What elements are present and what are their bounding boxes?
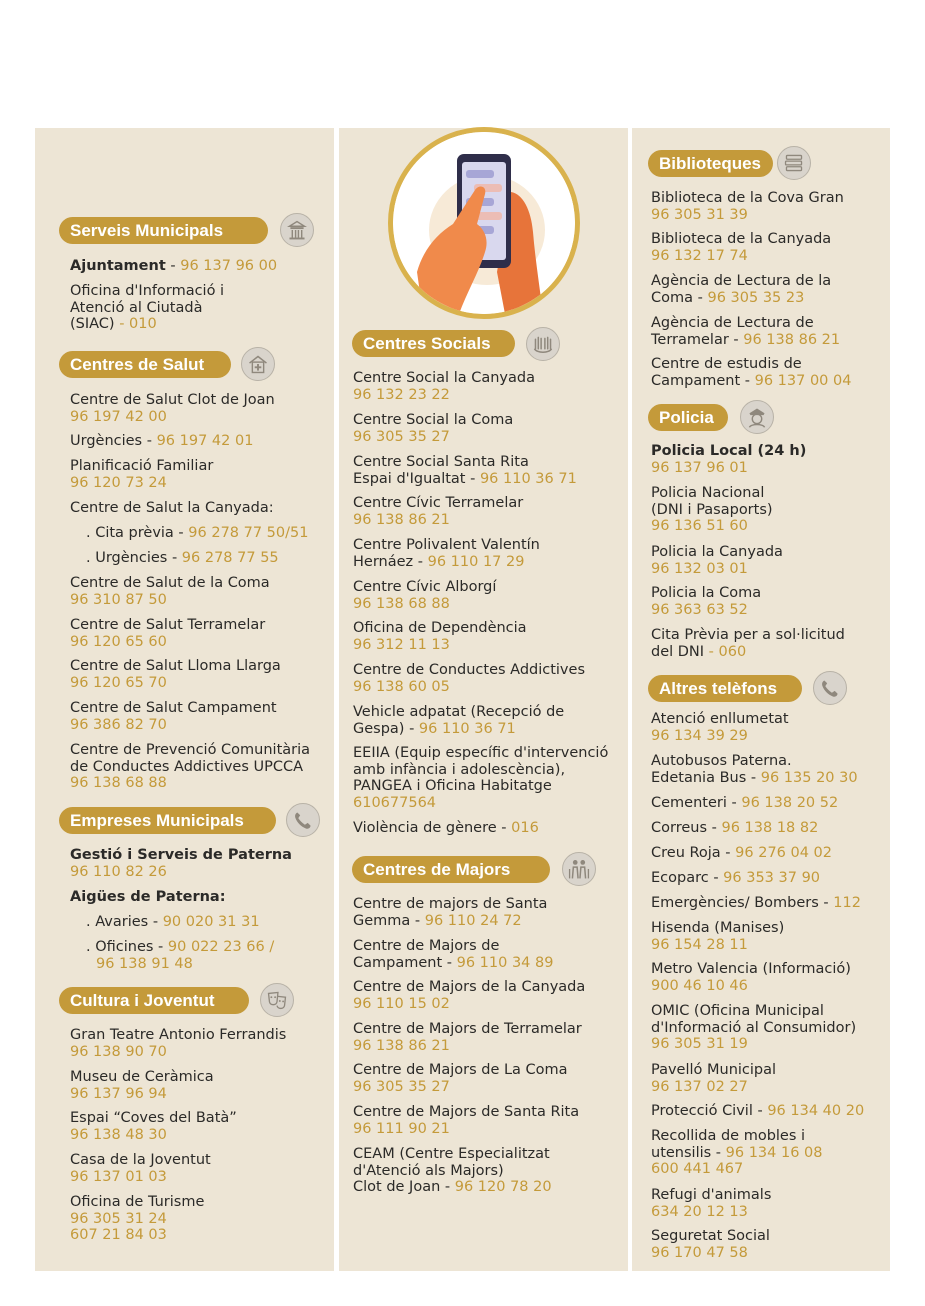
entry-name: . Avaries	[86, 914, 149, 930]
entry-eeiia	[353, 745, 608, 811]
entry-name: Biblioteca de la Canyada	[651, 231, 832, 247]
entry-lectura-coma	[651, 273, 831, 306]
entry-seguretat	[651, 1228, 770, 1261]
entry-name: Pavelló Municipal	[651, 1062, 777, 1078]
entry-social-coma	[353, 412, 513, 445]
theater-masks-icon	[260, 983, 294, 1017]
entry-name: Biblioteca de la Cova Gran	[651, 190, 844, 206]
separator: -	[704, 643, 719, 660]
entry-name: Centre Cívic Terramelar	[353, 495, 524, 511]
separator: -	[726, 795, 742, 811]
entry-name: Agència de Lectura de la	[651, 273, 832, 289]
phone-number: 96 135 20 30	[760, 769, 858, 786]
entry-name: Edetania Bus	[651, 769, 747, 786]
entry-civic-terramelar	[353, 495, 523, 528]
entry-cementeri	[651, 795, 838, 812]
phone-number: 96 110 15 02	[353, 995, 450, 1012]
phone-number: 96 136 51 60	[651, 518, 748, 534]
phone-handset-icon	[813, 671, 847, 705]
phone-number: 96 170 47 58	[651, 1244, 748, 1261]
phone-icon	[286, 803, 320, 837]
entry-name: . Oficines	[86, 939, 154, 955]
separator: -	[440, 1179, 455, 1195]
separator: -	[165, 258, 181, 274]
heading-centres-majors: Centres de Majors	[352, 856, 550, 883]
entry-name: Creu Roja	[651, 845, 721, 861]
hands-icon	[526, 327, 560, 361]
entry-name: Autobusos Paterna.	[651, 753, 792, 769]
phone-number: 96 137 96 00	[180, 258, 278, 274]
entry-name: Oficina de Turisme	[70, 1194, 205, 1210]
entry-majors-gemma	[353, 896, 547, 929]
entry-name: Centre de Salut Terramelar	[70, 617, 266, 633]
phone-number: 96 363 63 52	[651, 601, 748, 618]
phone-number: 96 111 90 21	[353, 1120, 450, 1137]
entry-name: Gestió i Serveis de Paterna	[70, 847, 292, 863]
entry-name: de Conductes Addictives UPCCA	[70, 758, 304, 775]
entry-turisme	[70, 1194, 204, 1244]
entry-name: Emergències/ Bombers	[651, 895, 819, 911]
phone-number: 96 134 16 08	[725, 1144, 823, 1161]
entry-name: Centre de majors de Santa	[353, 896, 548, 912]
entry-name: Planificació Familiar	[70, 458, 214, 474]
entry-name: Correus	[651, 820, 708, 836]
phone-number: 96 154 28 11	[651, 936, 748, 953]
entry-name: Policia la Canyada	[651, 544, 783, 560]
entry-name: Policia Nacional	[651, 485, 765, 501]
phone-number: 900 46 10 46	[651, 977, 748, 994]
health-center-icon	[241, 347, 275, 381]
heading-centres-socials: Centres Socials	[352, 330, 515, 357]
entry-upcca	[70, 742, 310, 792]
phone-number: 96 197 42 00	[70, 408, 167, 425]
entry-name: PANGEA i Oficina Habitatge	[353, 778, 552, 794]
entry-siac	[70, 283, 224, 333]
entry-name: Aigües de Paterna:	[70, 889, 226, 905]
entry-cita-dni	[651, 627, 845, 660]
separator: -	[708, 870, 724, 886]
phone-number: 96 138 68 88	[353, 595, 450, 612]
entry-name: Vehicle adpatat (Recepció de	[353, 704, 565, 720]
entry-correus	[651, 820, 818, 837]
entry-name: utensilis	[651, 1144, 712, 1161]
entry-espai	[70, 1110, 237, 1143]
phone-number: 96 138 60 05	[353, 678, 450, 695]
entry-avaries	[86, 914, 260, 931]
phone-number: 96 305 31 19	[651, 1036, 748, 1052]
entry-name: Centre de Majors de	[353, 938, 500, 954]
entry-name: Centre Social Santa Rita	[353, 454, 529, 470]
entry-museu	[70, 1069, 214, 1102]
phone-number: 96 137 01 03	[70, 1168, 167, 1185]
separator: -	[167, 550, 182, 566]
entry-name: Refugi d'animals	[651, 1187, 772, 1203]
heading-centres-salut: Centres de Salut	[59, 351, 231, 378]
heading-altres-telefons: Altres telèfons	[648, 675, 802, 702]
entry-lectura-terramelar	[651, 315, 840, 348]
entry-name: Centre Social la Canyada	[353, 370, 535, 386]
entry-name: Centre de Salut Campament	[70, 700, 277, 716]
entry-name: Centre de Salut Clot de Joan	[70, 392, 275, 408]
entry-name: (SIAC)	[70, 316, 115, 332]
phone-number: 96 134 39 29	[651, 727, 748, 744]
entry-omic	[651, 1003, 856, 1053]
entry-name: Cita Prèvia per a sol·licitud	[651, 627, 845, 643]
phone-number: 600 441 467	[651, 1161, 744, 1177]
phone-number: 96 110 36 71	[418, 720, 516, 737]
separator: -	[153, 939, 168, 955]
entry-name: Atenció enllumetat	[651, 711, 789, 727]
separator: -	[142, 433, 157, 449]
entry-joventut	[70, 1152, 211, 1185]
phone-number: 96 138 20 52	[741, 795, 839, 811]
police-officer-icon	[740, 400, 774, 434]
entry-name: Espai d'Igualtat	[353, 470, 466, 487]
entry-name: Gran Teatre Antonio Ferrandis	[70, 1027, 287, 1043]
separator: -	[413, 553, 428, 570]
separator: -	[752, 1103, 768, 1119]
entry-biblio-covagran	[651, 190, 844, 223]
entry-name: Oficina de Dependència	[353, 620, 527, 636]
entry-pavello	[651, 1062, 776, 1095]
entry-biblio-canyada	[651, 231, 831, 264]
building-icon	[280, 213, 314, 247]
entry-teatre	[70, 1027, 286, 1060]
heading-cultura-joventut: Cultura i Joventut	[59, 987, 249, 1014]
entry-conductes-addictives	[353, 662, 585, 695]
separator: -	[693, 289, 708, 306]
entry-majors-coma	[353, 1062, 568, 1095]
heading-biblioteques: Biblioteques	[648, 150, 773, 177]
separator: -	[114, 316, 130, 332]
entry-name: Centre de Salut Lloma Llarga	[70, 658, 281, 674]
entry-name: Casa de la Joventut	[70, 1152, 211, 1168]
entry-name: Metro Valencia (Informació)	[651, 961, 851, 977]
entry-proteccio	[651, 1103, 864, 1120]
separator: -	[496, 820, 512, 836]
phone-number: 96 138 86 21	[743, 331, 841, 348]
entry-name: Cementeri	[651, 795, 727, 811]
phone-number: 96 120 65 70	[70, 674, 167, 691]
entry-name: Terramelar	[651, 331, 729, 348]
entry-ceam	[353, 1146, 552, 1196]
phone-number: 010	[129, 316, 157, 332]
entry-name: del DNI	[651, 643, 705, 660]
entry-gestio	[70, 847, 292, 880]
separator: -	[720, 845, 736, 861]
phone-number: 96 138 48 30	[70, 1126, 167, 1143]
entry-name: . Cita prèvia	[86, 525, 174, 541]
phone-number: 610677564	[353, 794, 437, 811]
separator: -	[442, 954, 457, 971]
entry-majors-terramelar	[353, 1021, 582, 1054]
heading-policia: Policia	[648, 404, 728, 431]
phone-number: 96 276 04 02	[735, 845, 833, 861]
phone-number: 96 120 78 20	[454, 1179, 552, 1195]
entry-majors-santarita	[353, 1104, 579, 1137]
entry-cita-previa	[86, 525, 308, 542]
phone-number: 96 278 77 55	[181, 550, 279, 566]
entry-name: Espai “Coves del Batà”	[70, 1110, 237, 1126]
separator: -	[173, 525, 189, 541]
phone-number: 96 305 31 24	[70, 1210, 167, 1227]
entry-name: Centre de Salut la Canyada:	[70, 500, 274, 516]
phone-number: 96 305 35 27	[353, 1078, 450, 1095]
phone-number: 607 21 84 03	[70, 1227, 167, 1243]
phone-number: 96 137 00 04	[754, 372, 852, 389]
entry-name: (DNI i Pasaports)	[651, 501, 773, 518]
entry-mobles	[651, 1128, 823, 1178]
entry-ecoparc	[651, 870, 820, 887]
entry-name: EEIIA (Equip específic d'intervenció	[353, 745, 609, 761]
entry-salut-terramelar	[70, 617, 265, 650]
entry-ajuntament	[70, 258, 277, 275]
phone-number: 90 022 23 66 /	[167, 939, 275, 955]
entry-name: Hernáez	[353, 553, 414, 570]
phone-number: 96 138 90 70	[70, 1043, 167, 1060]
phone-number: 96 132 23 22	[353, 386, 450, 403]
entry-metro	[651, 961, 851, 994]
entry-aigues	[70, 889, 226, 906]
elderly-couple-icon	[562, 852, 596, 886]
entry-salut-campament	[70, 700, 277, 733]
phone-number: 96 110 17 29	[427, 553, 525, 570]
separator: -	[707, 820, 722, 836]
entry-oficines	[86, 939, 274, 972]
entry-name: Centre de Conductes Addictives	[353, 662, 585, 678]
entry-dependencia	[353, 620, 527, 653]
entry-policia-local	[651, 443, 806, 476]
separator: -	[818, 895, 834, 911]
entry-autobusos	[651, 753, 858, 786]
entry-policia-nacional	[651, 485, 773, 535]
phone-number: 634 20 12 13	[651, 1203, 748, 1220]
entry-name: Atenció al Ciutadà	[70, 299, 203, 316]
separator: -	[728, 331, 744, 348]
entry-refugi	[651, 1187, 771, 1220]
phone-number: 96 197 42 01	[156, 433, 254, 449]
entry-name: Oficina d'Informació i	[70, 283, 225, 299]
entry-name: Gespa)	[353, 720, 405, 737]
entry-violencia	[353, 820, 539, 837]
entry-name: Museu de Ceràmica	[70, 1069, 214, 1085]
phone-number: 112	[833, 895, 861, 911]
phone-number: 96 138 18 82	[721, 820, 819, 836]
entry-name: OMIC (Oficina Municipal	[651, 1003, 824, 1019]
entry-name: Centre Cívic Alborgí	[353, 579, 497, 595]
entry-name: Clot de Joan	[353, 1179, 441, 1195]
entry-social-santarita	[353, 454, 577, 487]
entry-name: amb infància i adolescència),	[353, 761, 566, 778]
phone-number: 016	[511, 820, 539, 836]
entry-name: Centre Social la Coma	[353, 412, 514, 428]
phone-number: 96 386 82 70	[70, 716, 167, 733]
entry-salut-canyada	[70, 500, 274, 517]
entry-name: Ecoparc	[651, 870, 709, 886]
entry-name: Urgències	[70, 433, 143, 449]
separator: -	[465, 470, 480, 487]
phone-number: 060	[718, 643, 747, 660]
entry-name: Centre de estudis de	[651, 356, 802, 372]
entry-name: . Urgències	[86, 550, 168, 566]
entry-salut-clot	[70, 392, 275, 425]
entry-name: Violència de gènere	[353, 820, 497, 836]
entry-name: Centre de Majors de La Coma	[353, 1062, 568, 1078]
separator: -	[410, 912, 425, 929]
phone-number: 96 353 37 90	[723, 870, 821, 886]
entry-name: Policia Local (24 h)	[651, 443, 807, 459]
phone-in-hands-illustration	[388, 127, 580, 319]
phone-number: 96 137 96 94	[70, 1085, 167, 1102]
entry-canyada-urgencies	[86, 550, 279, 567]
entry-name: d'Informació al Consumidor)	[651, 1019, 857, 1036]
entry-majors-canyada	[353, 979, 585, 1012]
phone-number: 96 305 35 23	[707, 289, 805, 306]
entry-name: Centre Polivalent Valentín	[353, 537, 540, 553]
phone-number: 96 132 03 01	[651, 560, 748, 577]
entry-urgencies	[70, 433, 253, 450]
entry-policia-coma	[651, 585, 761, 618]
entry-alborgi	[353, 579, 496, 612]
phone-number: 96 137 96 01	[651, 459, 748, 476]
entry-estudis-campament	[651, 356, 851, 389]
phone-number: 96 120 65 60	[70, 633, 167, 650]
phone-number: 90 020 31 31	[162, 914, 260, 930]
entry-planificacio	[70, 458, 213, 491]
entry-name: Centre de Majors de Terramelar	[353, 1021, 582, 1037]
phone-number: 96 110 34 89	[456, 954, 554, 971]
phone-number: 96 110 24 72	[424, 912, 522, 929]
entry-name: Policia la Coma	[651, 585, 762, 601]
entry-name: Campament	[651, 372, 741, 389]
entry-name: Centre de Salut de la Coma	[70, 575, 270, 591]
entry-majors-campament	[353, 938, 553, 971]
entry-name: Centre de Prevenció Comunitària	[70, 742, 311, 758]
entry-name: Centre de Majors de la Canyada	[353, 979, 586, 995]
entry-salut-coma	[70, 575, 270, 608]
phone-number: 96 278 77 50/51	[188, 525, 309, 541]
entry-policia-canyada	[651, 544, 783, 577]
entry-polivalent	[353, 537, 540, 570]
entry-salut-lloma	[70, 658, 281, 691]
phone-number: 96 120 73 24	[70, 474, 167, 491]
phone-number: 96 305 31 39	[651, 206, 748, 223]
books-icon	[777, 146, 811, 180]
separator: -	[711, 1144, 726, 1161]
entry-name: Hisenda (Manises)	[651, 920, 785, 936]
heading-serveis-municipals: Serveis Municipals	[59, 217, 268, 244]
phone-number: 96 305 35 27	[353, 428, 450, 445]
phone-number: 96 110 36 71	[479, 470, 577, 487]
heading-empreses-municipals: Empreses Municipals	[59, 807, 276, 834]
phone-number: 96 138 86 21	[353, 511, 450, 528]
entry-vehicle	[353, 704, 564, 737]
entry-name: Recollida de mobles i	[651, 1128, 806, 1144]
separator: -	[148, 914, 163, 930]
entry-name: Centre de Majors de Santa Rita	[353, 1104, 580, 1120]
separator: -	[404, 720, 419, 737]
phone-number: 96 310 87 50	[70, 591, 167, 608]
phone-number: 96 134 40 20	[767, 1103, 865, 1119]
entry-name: Seguretat Social	[651, 1228, 770, 1244]
entry-enllumenat	[651, 711, 789, 744]
phone-number: 96 137 02 27	[651, 1078, 748, 1095]
entry-name: d'Atenció als Majors)	[353, 1162, 504, 1179]
entry-hisenda	[651, 920, 784, 953]
phone-number: 96 110 82 26	[70, 863, 167, 880]
entry-name: Gemma	[353, 912, 411, 929]
entry-emergencies	[651, 895, 861, 912]
entry-name: Protecció Civil	[651, 1103, 753, 1119]
entry-social-canyada	[353, 370, 535, 403]
separator: -	[746, 769, 761, 786]
phone-number: 96 138 68 88	[70, 775, 167, 791]
entry-name: CEAM (Centre Especialitzat	[353, 1146, 550, 1162]
entry-name: Campament	[353, 954, 443, 971]
entry-creuroja	[651, 845, 832, 862]
entry-name: Ajuntament	[70, 258, 166, 274]
phone-number: 96 132 17 74	[651, 247, 748, 264]
phone-number: 96 312 11 13	[353, 636, 450, 653]
entry-name: Agència de Lectura de	[651, 315, 814, 331]
entry-name: Coma	[651, 289, 694, 306]
phone-number: 96 138 86 21	[353, 1037, 450, 1054]
phone-number: 96 138 91 48	[96, 955, 193, 972]
separator: -	[740, 372, 755, 389]
